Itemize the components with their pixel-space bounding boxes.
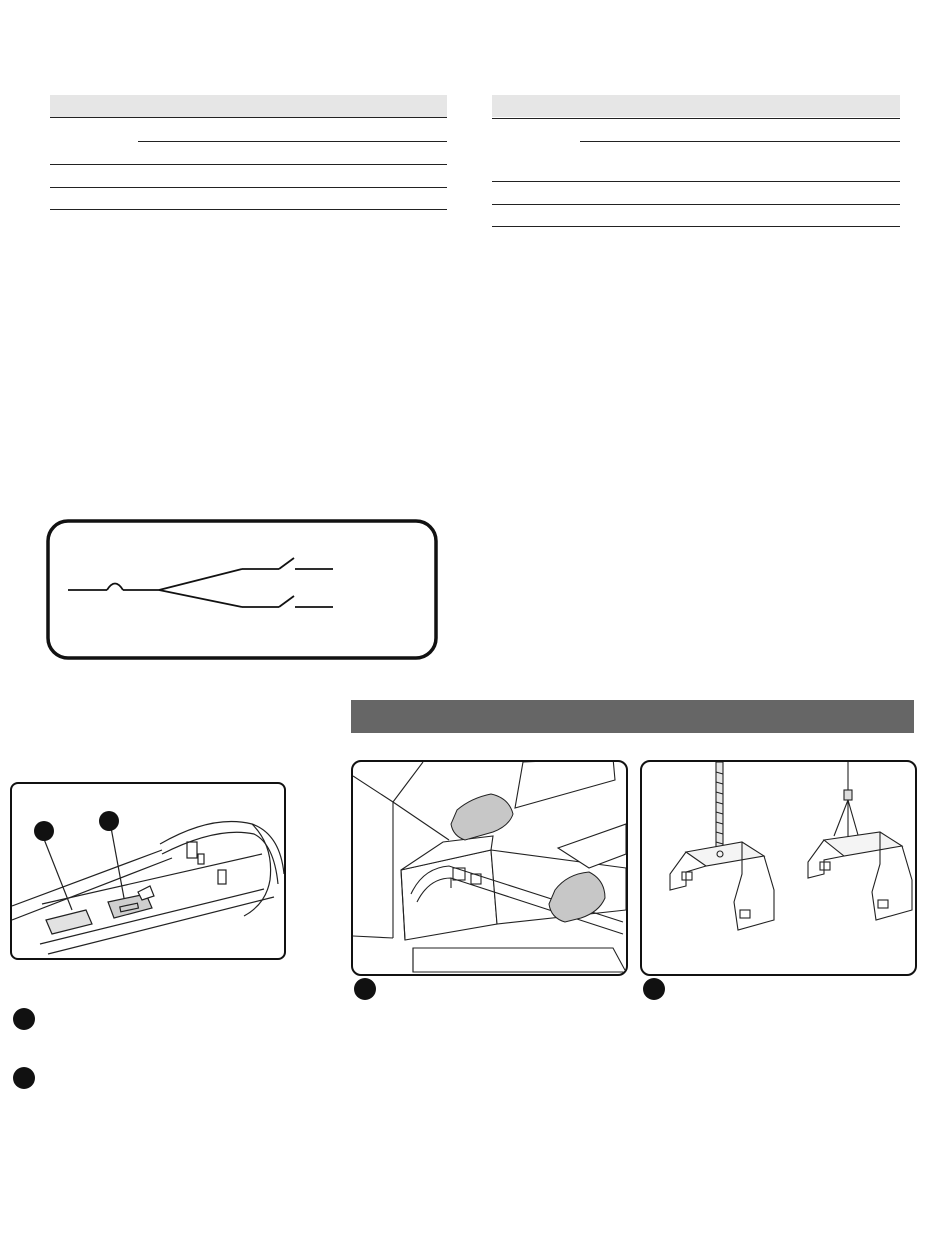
table-row-divider xyxy=(50,209,447,210)
table-row-divider xyxy=(50,117,447,118)
switch-wiring-diagram xyxy=(46,519,438,660)
spec-table-left-header xyxy=(50,95,447,117)
table-row-divider xyxy=(492,181,900,182)
table-row-divider xyxy=(492,118,900,119)
spec-table-left xyxy=(50,95,447,215)
hanging-bracket-illustration xyxy=(640,760,917,976)
table-row-divider xyxy=(50,187,447,188)
label-2-marker xyxy=(99,811,119,831)
note-2-marker xyxy=(13,1067,35,1089)
table-row-divider xyxy=(492,226,900,227)
label-1-marker xyxy=(34,821,54,841)
spec-table-right-header xyxy=(492,95,900,117)
spec-table-right xyxy=(492,95,900,230)
table-row-divider xyxy=(580,141,900,142)
table-row-divider xyxy=(492,204,900,205)
table-row-divider xyxy=(138,141,447,142)
step-1-marker xyxy=(354,978,376,1000)
label-location-figure xyxy=(10,782,286,960)
section-header-bar xyxy=(351,700,914,733)
step-2-marker xyxy=(643,978,665,1000)
table-row-divider xyxy=(50,164,447,165)
note-1-marker xyxy=(13,1008,35,1030)
unboxing-fixture-illustration xyxy=(351,760,628,976)
